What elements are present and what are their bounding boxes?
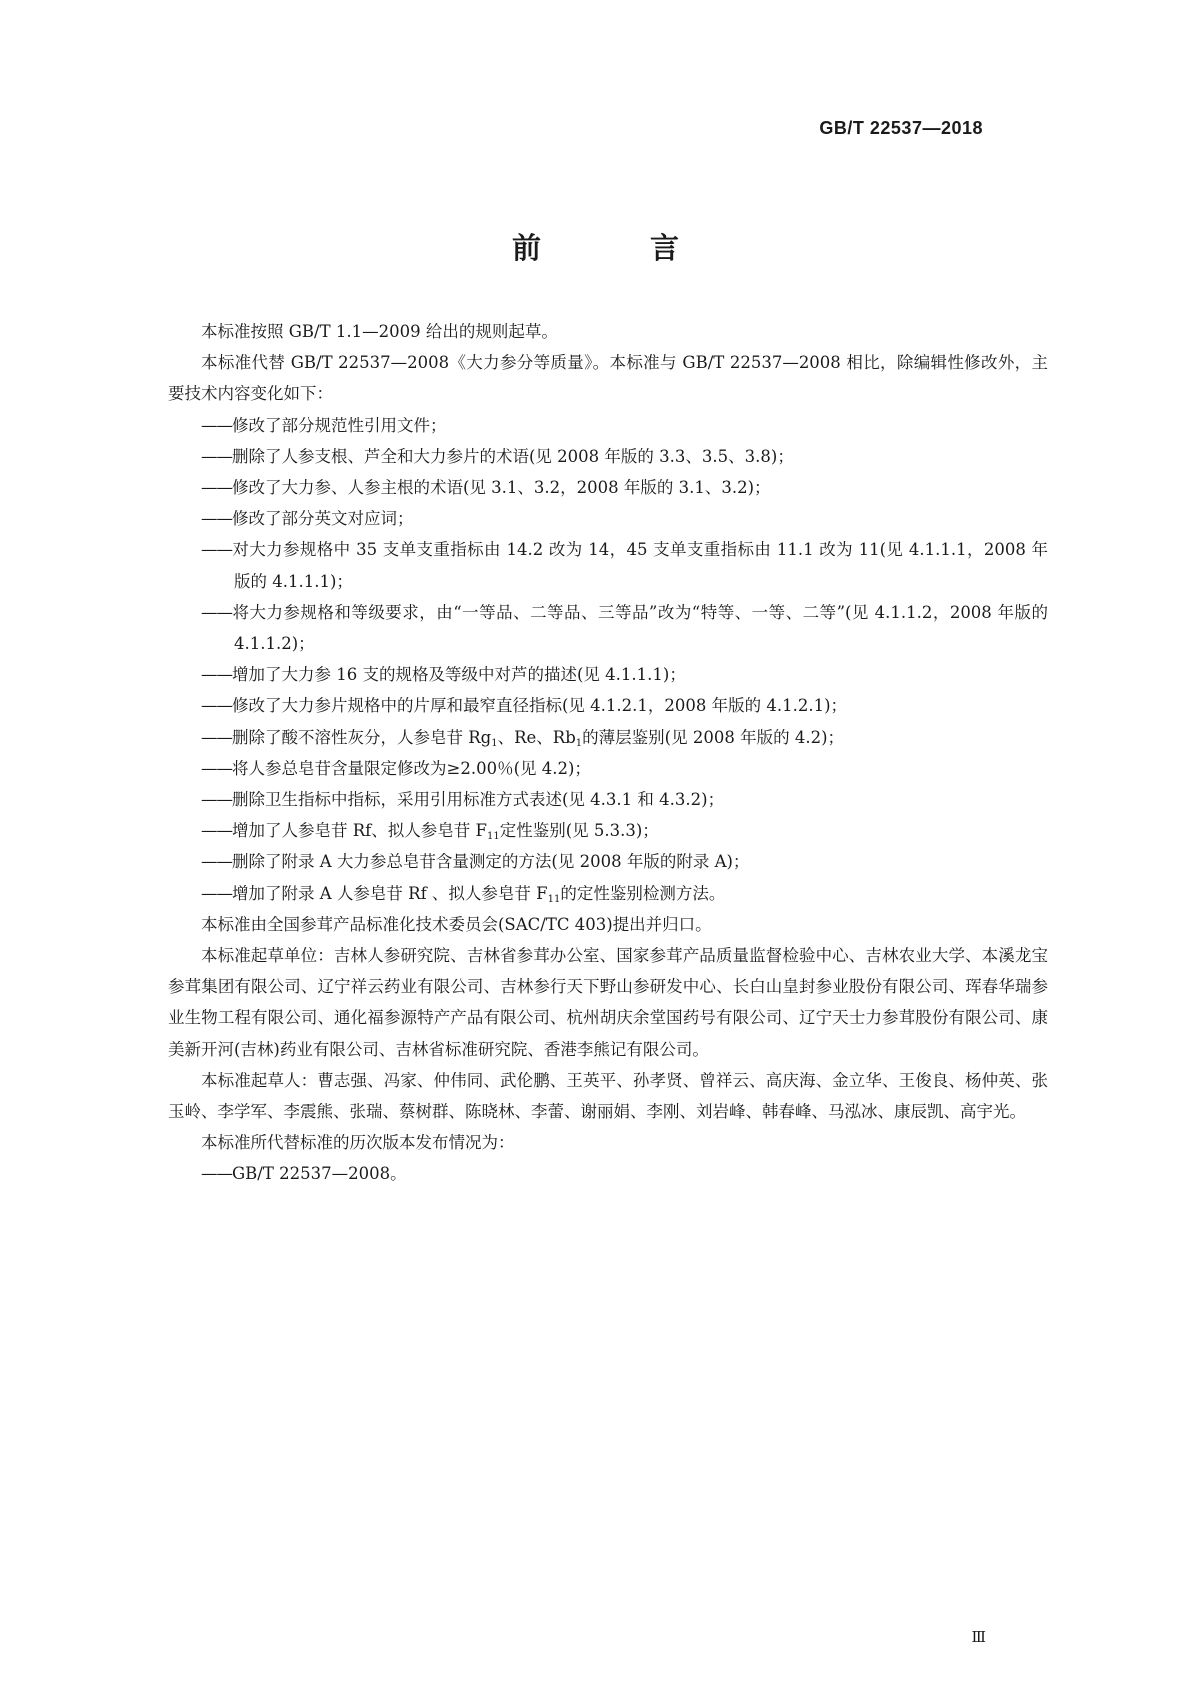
document-body [168, 316, 1048, 1190]
list-item-text: 、Re、Rb [497, 727, 576, 747]
dash-marker: —— [201, 415, 232, 435]
list-item [168, 597, 1048, 659]
page-title: 前 言 [511, 231, 719, 265]
list-item-text: 修改了部分规范性引用文件； [232, 415, 447, 435]
list-item-text: 将大力参规格和等级要求，由“一等品、二等品、三等品”改为“特等、一等、二等”(见 4.1.1.2，2008 年版的 4.1.1.2)； [232, 602, 1048, 654]
paragraph-history: 本标准所代替标准的历次版本发布情况为： [201, 1133, 515, 1153]
dash-marker: —— [201, 883, 232, 903]
list-item-text: 的薄层鉴别(见 2008 年版的 4.2)； [582, 727, 845, 747]
dash-marker: —— [201, 852, 232, 872]
dash-marker: —— [201, 696, 232, 716]
subscript: 11 [547, 893, 561, 905]
list-item-text: 修改了部分英文对应词； [232, 509, 414, 529]
dash-marker: —— [201, 509, 232, 529]
list-item [168, 534, 1048, 596]
list-item [168, 472, 1048, 503]
list-item-text: 删除卫生指标中指标，采用引用标准方式表述(见 4.3.1 和 4.3.2)； [232, 790, 725, 810]
list-item-text: 的定性鉴别检测方法。 [560, 883, 726, 903]
list-item [168, 503, 1048, 534]
list-item-text: 删除了酸不溶性灰分，人参皂苷 Rg [232, 727, 492, 747]
dash-marker: —— [201, 727, 232, 747]
paragraph-committee: 本标准由全国参茸产品标准化技术委员会(SAC/TC 403)提出并归口。 [201, 914, 712, 934]
dash-marker: —— [201, 1164, 232, 1184]
dash-marker: —— [201, 446, 232, 466]
dash-marker: —— [201, 665, 232, 685]
list-item [168, 784, 1048, 815]
list-item-text: 修改了大力参、人参主根的术语(见 3.1、3.2，2008 年版的 3.1、3.2)； [232, 478, 771, 498]
dash-marker: —— [201, 821, 232, 841]
dash-marker: —— [201, 602, 232, 622]
subscript: 11 [486, 831, 500, 843]
list-item-text: 删除了附录 A 大力参总皂苷含量测定的方法(见 2008 年版的附录 A)； [232, 852, 750, 872]
list-item-text: 删除了人参支根、芦全和大力参片的术语(见 2008 年版的 3.3、3.5、3.8)； [232, 446, 794, 466]
list-item [168, 846, 1048, 877]
dash-marker: —— [201, 540, 232, 560]
paragraph-replacement: 本标准代替 GB/T 22537—2008《大力参分等质量》。本标准与 GB/T 22537—2008 相比，除编辑性修改外，主要技术内容变化如下： [168, 353, 1048, 404]
paragraph-drafters: 本标准起草人：曹志强、冯家、仲伟同、武伦鹏、王英平、孙孝贤、曾祥云、高庆海、金立华、王俊良、杨仲英、张玉岭、李学军、李震熊、张瑞、蔡树群、陈晓林、李蕾、谢丽娟、李刚、刘岩峰、韩春峰、马泓冰、康辰凯、高宇光。 [168, 1070, 1048, 1122]
subscript: 1 [575, 737, 583, 749]
list-item-text: 增加了大力参 16 支的规格及等级中对芦的描述(见 4.1.1.1)； [232, 665, 686, 685]
list-item-text: 对大力参规格中 35 支单支重指标由 14.2 改为 14，45 支单支重指标由 11.1 改为 11(见 4.1.1.1，2008 年版的 4.1.1.1)； [232, 540, 1048, 591]
list-item-text: 定性鉴别(见 5.3.3)； [499, 821, 659, 841]
dash-marker: —— [201, 790, 232, 810]
list-item [168, 815, 1048, 846]
list-item [168, 410, 1048, 441]
subscript: 1 [491, 737, 498, 749]
list-item-text: GB/T 22537—2008。 [232, 1164, 407, 1184]
list-item [168, 659, 1048, 690]
list-item [168, 722, 1048, 753]
dash-marker: —— [201, 758, 232, 778]
list-item-text: 将人参总皂苷含量限定修改为≥2.00％(见 4.2)； [232, 758, 591, 778]
list-item [168, 753, 1048, 784]
list-item-text: 增加了人参皂苷 Rf、拟人参皂苷 F [232, 821, 487, 841]
list-item [168, 690, 1048, 721]
list-item [168, 1158, 1048, 1189]
list-item-text: 增加了附录 A 人参皂苷 Rf 、拟人参皂苷 F [232, 883, 548, 903]
standard-code: GB/T 22537—2018 [819, 118, 983, 138]
page-number: Ⅲ [971, 1628, 986, 1646]
list-item-text: 修改了大力参片规格中的片厚和最窄直径指标(见 4.1.2.1，2008 年版的 4.1.2.1)； [232, 696, 848, 716]
paragraph-drafting-units: 本标准起草单位：吉林人参研究院、吉林省参茸办公室、国家参茸产品质量监督检验中心、吉林农业大学、本溪龙宝参茸集团有限公司、辽宁祥云药业有限公司、吉林参行天下野山参研发中心、长白山皇封参业股份有限公司、珲春华瑞参业生物工程有限公司、通化福参源特产产品有限公司、杭州胡庆余堂国药号有限公司、辽宁天士力参茸股份有限公司、康美新开河(吉林)药业有限公司、吉林省标准研究院、香港李熊记有限公司。 [168, 946, 1048, 1059]
list-item [168, 441, 1048, 472]
list-item [168, 878, 1048, 909]
paragraph-drafting-rules: 本标准按照 GB/T 1.1—2009 给出的规则起草。 [201, 322, 558, 341]
dash-marker: —— [201, 478, 232, 498]
